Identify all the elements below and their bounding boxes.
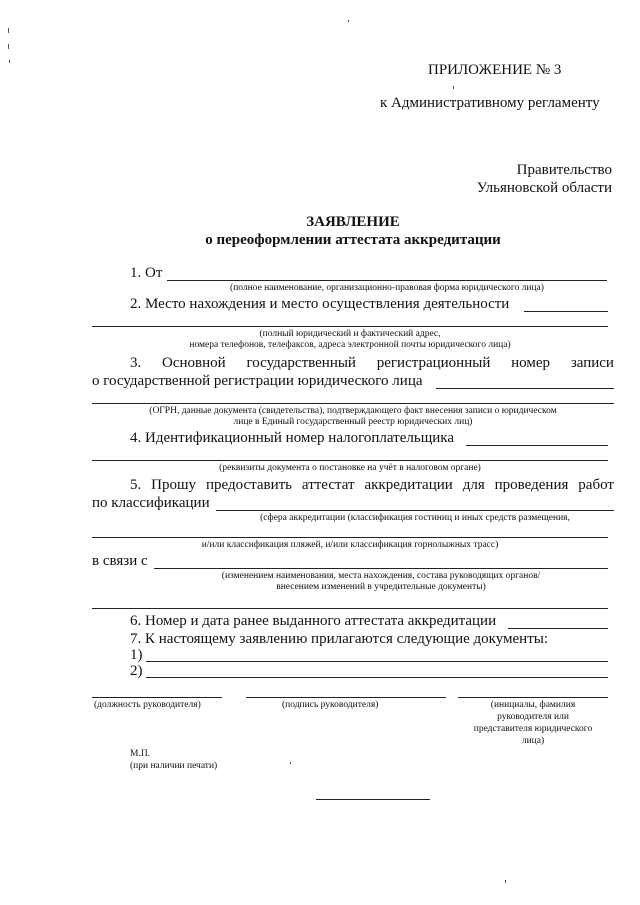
position-field-line[interactable]: [92, 697, 222, 698]
reason-label: в связи с: [92, 553, 148, 569]
inn-label: 4. Идентификационный номер налогоплательщика: [130, 430, 455, 446]
ogrn-word: записи: [570, 355, 614, 371]
from-label: 1. От: [130, 265, 163, 281]
doc-item-2-field-line[interactable]: [146, 677, 608, 678]
scan-speck: [348, 20, 349, 22]
initials-hint-3: представителя юридического: [473, 724, 593, 734]
inn-hint: (реквизиты документа о постановке на учёт в налоговом органе): [219, 463, 481, 473]
from-hint: (полное наименование, организационно-правовая форма юридического лица): [230, 283, 544, 293]
ogrn-field-line-2[interactable]: [92, 403, 614, 404]
ogrn-line-1: [130, 355, 614, 372]
appendix-number: ПРИЛОЖЕНИЕ № 3: [428, 62, 562, 78]
ogrn-hint-1: (ОГРН, данные документа (свидетельства), подтверждающего факт внесения записи о юридическом: [149, 406, 557, 416]
stamp-label: М.П.: [130, 749, 151, 759]
footer-line: [316, 799, 430, 800]
addressee-line1: Правительство: [516, 162, 612, 178]
request-word: предоставить: [205, 477, 293, 493]
initials-hint-1: (инициалы, фамилия: [490, 700, 576, 710]
location-field-line[interactable]: [524, 311, 608, 312]
request-hint-1: (сфера аккредитации (классификация гостиниц и иных средств размещения,: [260, 513, 570, 523]
request-word: аккредитации: [364, 477, 453, 493]
ogrn-word: государственный: [246, 355, 356, 371]
location-label: 2. Место нахождения и место осуществления деятельности: [130, 296, 510, 312]
ogrn-word: регистрационный: [376, 355, 491, 371]
scan-speck: [290, 762, 291, 764]
ogrn-field-line[interactable]: [436, 388, 614, 389]
request-word: аттестат: [301, 477, 355, 493]
request-line-1: [130, 477, 614, 494]
scan-speck: [9, 60, 10, 63]
request-word: для: [462, 477, 485, 493]
docs-label: 7. К настоящему заявлению прилагаются следующие документы:: [130, 631, 549, 647]
stamp-hint: (при наличии печати): [130, 761, 218, 771]
doc-item-1-field-line[interactable]: [146, 661, 608, 662]
request-word: проведения: [494, 477, 569, 493]
signature-field-line[interactable]: [246, 697, 446, 698]
initials-hint-2: руководителя или: [497, 712, 569, 722]
scan-speck: [8, 28, 9, 33]
initials-field-line[interactable]: [458, 697, 608, 698]
inn-field-line-2[interactable]: [92, 460, 608, 461]
request-field-line[interactable]: [216, 510, 614, 511]
prev-cert-field-line[interactable]: [508, 628, 608, 629]
ogrn-hint-2: лице в Единый государственный реестр юридических лиц): [233, 417, 473, 427]
reason-hint-1: (изменением наименования, места нахождения, состава руководящих органов/: [221, 571, 541, 581]
reason-field-line-2[interactable]: [92, 608, 608, 609]
request-word: работ: [578, 477, 614, 493]
ogrn-line-2: о государственной регистрации юридического лица: [92, 373, 423, 389]
document-subtitle: о переоформлении аттестата аккредитации: [205, 232, 501, 248]
inn-field-line[interactable]: [466, 445, 608, 446]
regulation-reference: к Административному регламенту: [380, 95, 600, 111]
request-field-line-2[interactable]: [92, 537, 608, 538]
location-hint-1: (полный юридический и фактический адрес,: [259, 329, 441, 339]
ogrn-word: номер: [511, 355, 551, 371]
request-word: 5.: [130, 477, 142, 493]
from-field-line[interactable]: [167, 280, 607, 281]
location-field-line-2[interactable]: [92, 326, 608, 327]
scan-speck: [8, 44, 9, 49]
request-word: Прошу: [151, 477, 197, 493]
reason-field-line[interactable]: [154, 568, 608, 569]
ogrn-word: Основной: [162, 355, 226, 371]
signature-hint: (подпись руководителя): [282, 700, 379, 710]
addressee-line2: Ульяновской области: [476, 180, 612, 196]
document-title: ЗАЯВЛЕНИЕ: [306, 214, 400, 230]
doc-item-2-label: 2): [130, 663, 143, 679]
initials-hint-4: лица): [521, 736, 545, 746]
prev-cert-label: 6. Номер и дата ранее выданного аттестата аккредитации: [130, 613, 497, 629]
doc-item-1-label: 1): [130, 647, 143, 663]
location-hint-2: номера телефонов, телефаксов, адреса электронной почты юридического лица): [189, 340, 511, 350]
position-hint: (должность руководителя): [94, 700, 201, 710]
scan-speck: [453, 86, 454, 89]
request-line-2: по классификации: [92, 495, 210, 511]
reason-hint-2: внесением изменений в учредительные документы): [276, 582, 486, 592]
ogrn-word: 3.: [130, 355, 142, 371]
scan-speck: [505, 880, 506, 883]
request-hint-2: и/или классификация пляжей, и/или классификация горнолыжных трасс): [201, 540, 499, 550]
